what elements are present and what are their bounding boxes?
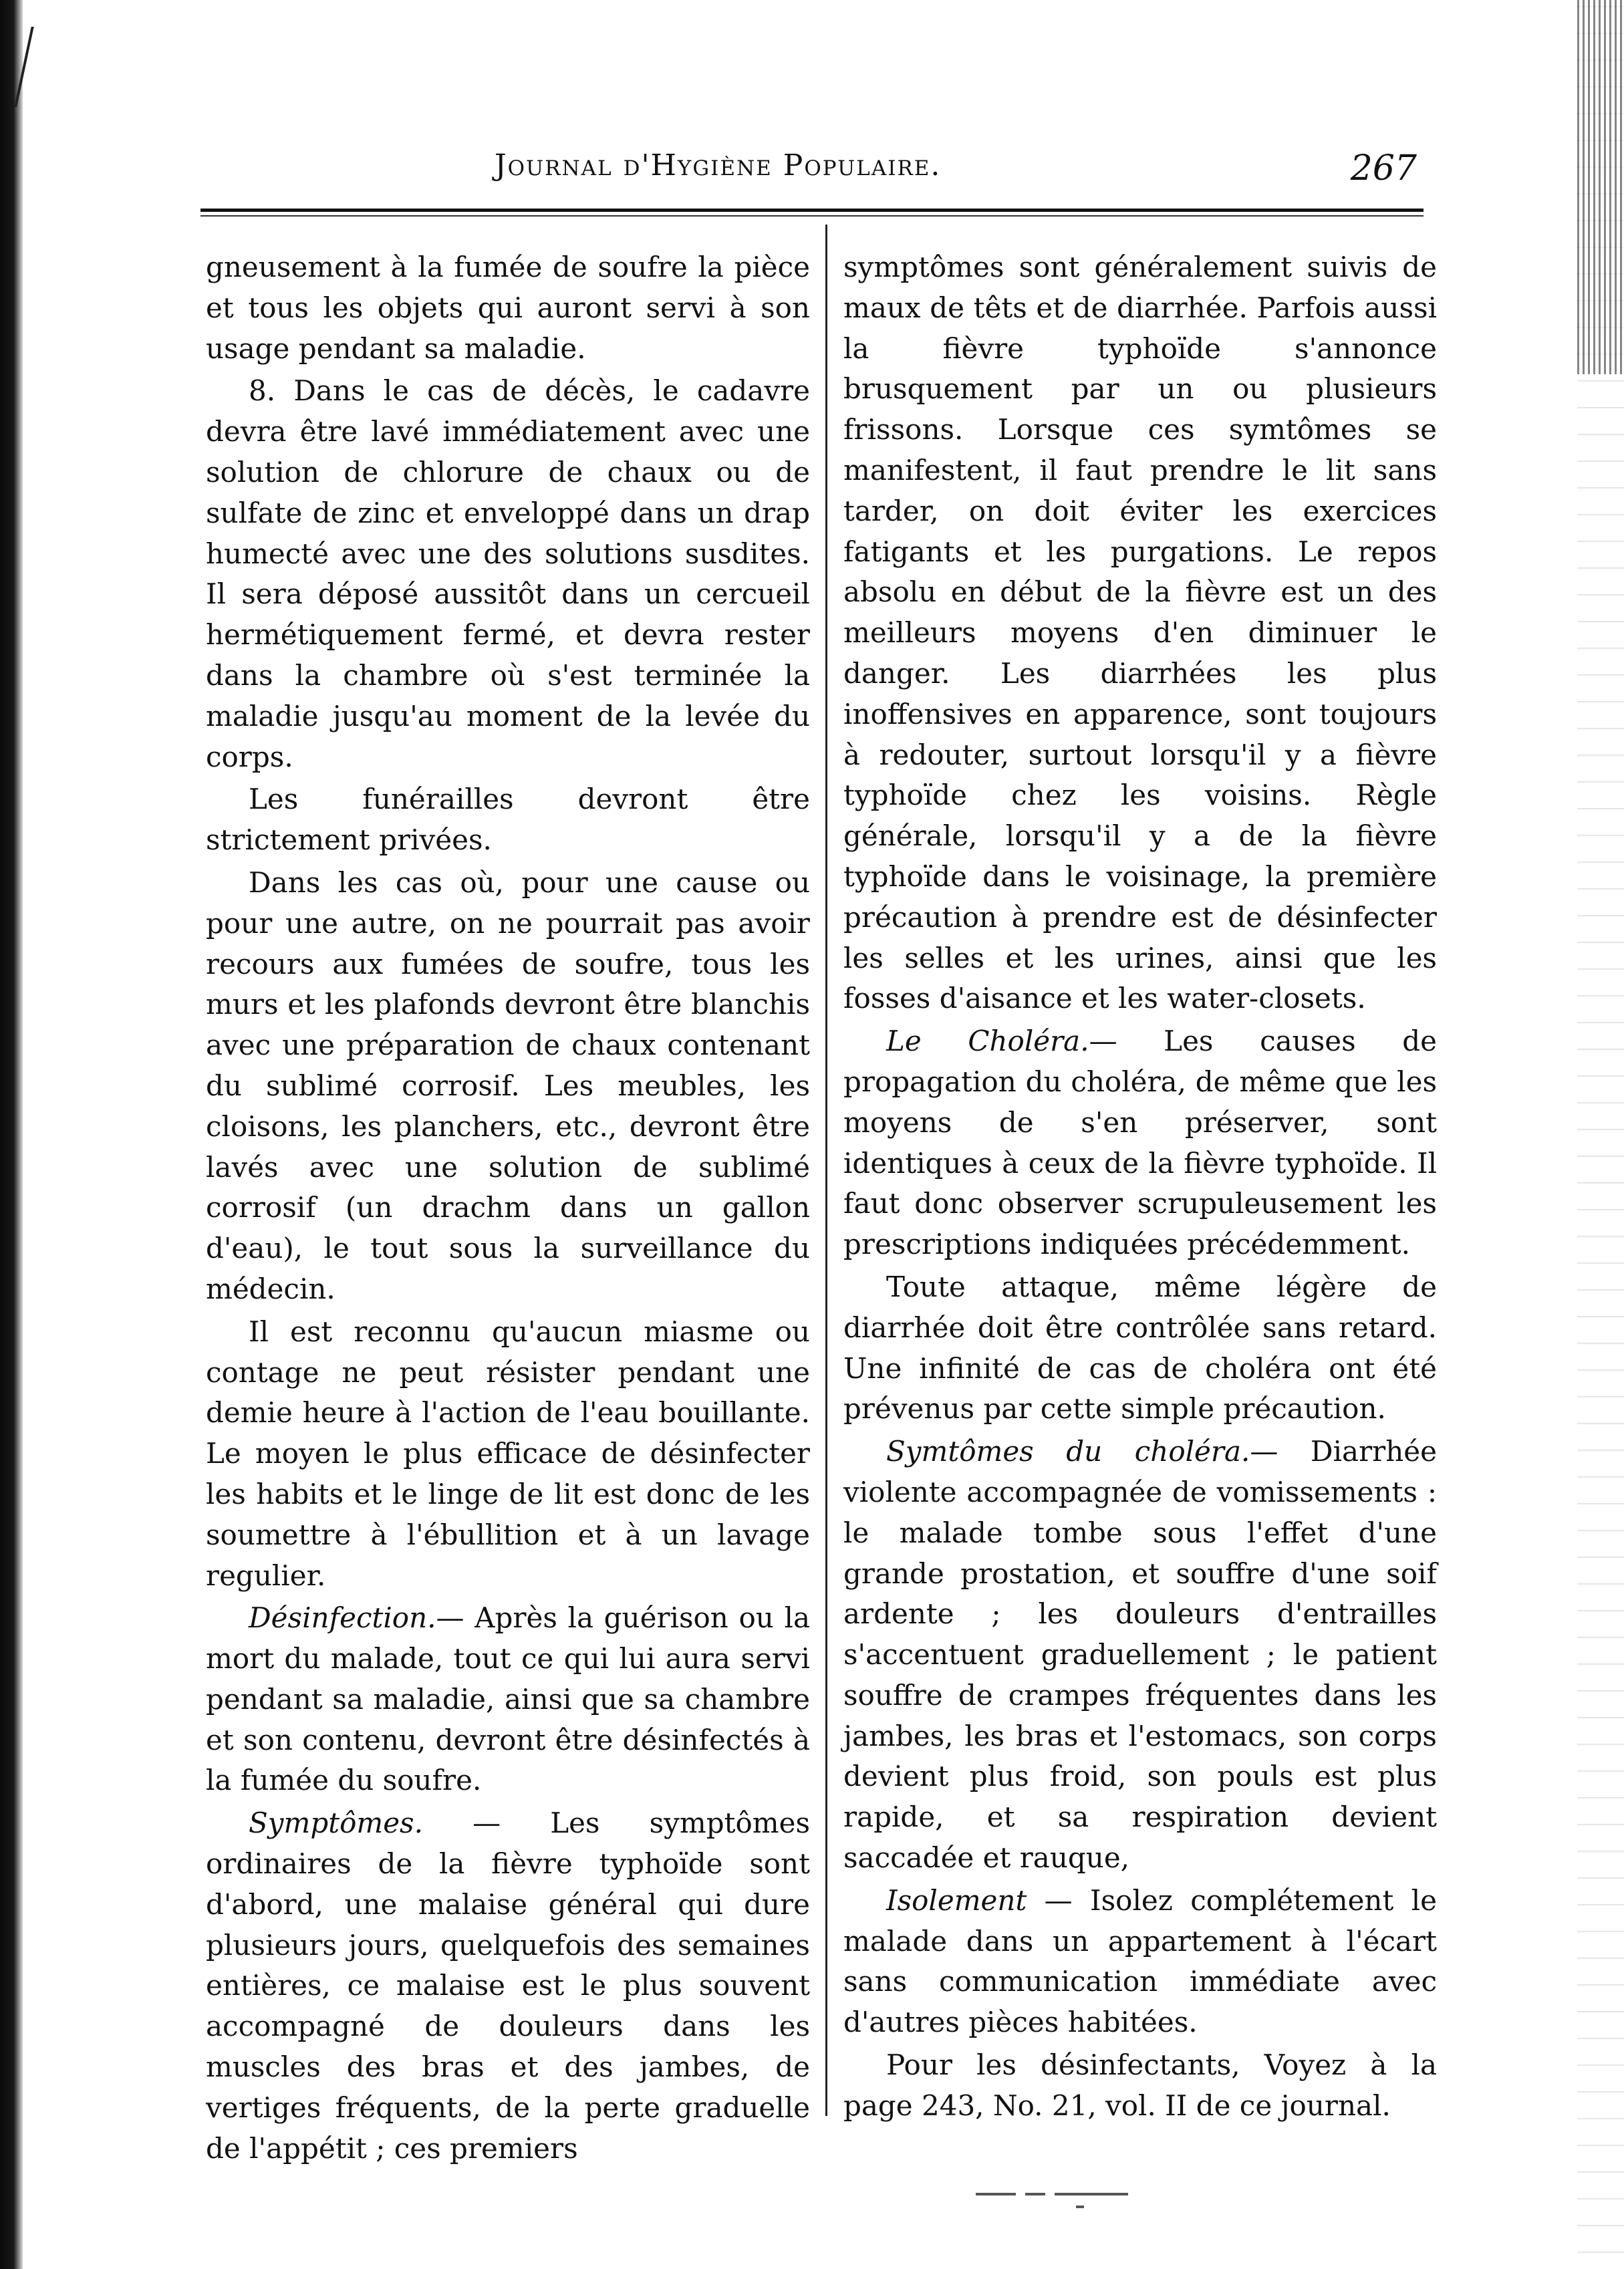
page-header (200, 148, 1430, 209)
page-left-edge-shadow (0, 0, 23, 2269)
paragraph-text: 8. Dans le cas de décès, le cadavre devra être lavé immédiatement avec une solution de chlorure de chaux ou de sulfate de zinc et enveloppé dans un drap humecté avec une des solutions susdites. Il sera déposé aussitôt dans un cercueil hermétiquement fermé, et devra rester dans la chambre où s'est terminée la maladie jusqu'au moment de la levée du corps. (206, 374, 810, 773)
end-ornament (976, 2187, 1243, 2200)
header-rule-thin (200, 215, 1424, 217)
paragraph-text: — Diarrhée violente accompagnée de vomissements : le malade tombe sous l'effet d'une grande prostation, et souffre d'une soif ardente ; les douleurs d'entrailles s'accentuent graduellement ; le patient souffre de crampes fréquentes dans les jambes, les bras et l'estomacs, son corps devient plus froid, son pouls est plus rapide, et sa respiration devient saccadée et rauque, (843, 1435, 1437, 1875)
paragraph (206, 863, 810, 1310)
paragraph-continuation (843, 247, 1437, 1019)
paragraph (843, 1432, 1437, 1879)
paragraph (843, 2045, 1437, 2127)
paragraph-text: — Les symptômes ordinaires de la fièvre typhoïde sont d'abord, une malaise général qui dure plusieurs jours, quelquefois des semaines entières, ce malaise est le plus souvent accompagné de douleurs dans les muscles des bras et des jambes, de vertiges fréquents, de la perte graduelle de l'appétit ; ces premiers (206, 1807, 810, 2165)
paragraph-text: Il est reconnu qu'aucun miasme ou contage ne peut résister pendant une demie heure à l'action de l'eau bouillante. Le moyen le plus efficace de désinfecter les habits et le linge de lit est donc de les soumettre à l'ébullition et à un lavage regulier. (206, 1315, 810, 1592)
paragraph-text: gneusement à la fumée de soufre la pièce et tous les objets qui auront servi à son usage pendant sa maladie. (206, 251, 810, 365)
section-heading: Isolement (886, 1883, 1027, 1917)
section-heading: Le Choléra. (886, 1025, 1089, 1058)
paragraph-text: symptômes sont généralement suivis de maux de têts et de diarrhée. Parfois aussi la fièvre typhoïde s'annonce brusquement par un ou plusieurs frissons. Lorsque ces symtômes se manifestent, il faut prendre le lit sans tarder, on doit éviter les exercices fatigants et les purgations. Le repos absolu en début de la fièvre est un des meilleurs moyens d'en diminuer le danger. Les diarrhées les plus inoffensives en apparence, sont toujours à redouter, surtout lorsqu'il y a fièvre typhoïde chez les voisins. Règle générale, lorsqu'il y a de la fièvre typhoïde dans le voisinage, la première précaution à prendre est de désinfecter les selles et les urines, ainsi que les fosses d'aisance et les water-closets. (843, 251, 1437, 1015)
right-column (843, 247, 1437, 2129)
paragraph-continuation (206, 247, 810, 369)
paragraph-text: Pour les désinfectants, Voyez à la page 243, No. 21, vol. II de ce journal. (843, 2048, 1437, 2122)
left-column (206, 247, 810, 2171)
paragraph (843, 1267, 1437, 1430)
paragraph (206, 1312, 810, 1597)
paragraph-text: — Isolez complétement le malade dans un appartement à l'écart sans communication immédiate avec d'autres pièces habitées. (843, 1883, 1437, 2039)
paragraph-text: Dans les cas où, pour une cause ou pour une autre, on ne pourrait pas avoir recours aux fumées de soufre, tous les murs et les plafonds devront être blanchis avec une préparation de chaux contenant du sublimé corrosif. Les meubles, les cloisons, les planchers, etc., devront être lavés avec une solution de sublimé corrosif (un drachm dans un gallon d'eau), le tout sous la surveillance du médecin. (206, 865, 810, 1305)
paragraph (206, 371, 810, 777)
column-divider (825, 225, 827, 2116)
running-title: Journal d'Hygiène Populaire. (495, 148, 942, 182)
header-rule (200, 209, 1424, 212)
paragraph (206, 1803, 810, 2169)
paragraph-text: Toute attaque, même légère de diarrhée doit être contrôlée sans retard. Une infinité de cas de choléra ont été prévenus par cette simple précaution. (843, 1270, 1437, 1426)
paragraph-text: Les funérailles devront être strictement privées. (206, 783, 810, 857)
paragraph-text: — Après la guérison ou la mort du malade, tout ce qui lui aura servi pendant sa maladie, ainsi que sa chambre et son contenu, devront être désinfectés à la fumée du soufre. (206, 1601, 810, 1797)
section-heading: Symptômes. (249, 1807, 423, 1840)
paragraph-text: — Les causes de propagation du choléra, de même que les moyens de s'en préserver, sont identiques à ceux de la fièvre typhoïde. Il faut donc observer scrupuleusement les prescriptions indiquées précédemment. (843, 1025, 1437, 1261)
page-number: 267 (1350, 148, 1417, 188)
paragraph (206, 1598, 810, 1801)
page-right-edge-noise-top (1577, 0, 1624, 374)
section-heading: Symtômes du choléra. (886, 1435, 1250, 1468)
paragraph (843, 1021, 1437, 1265)
paragraph (843, 1881, 1437, 2043)
paragraph (206, 779, 810, 861)
section-heading: Désinfection. (249, 1601, 436, 1635)
